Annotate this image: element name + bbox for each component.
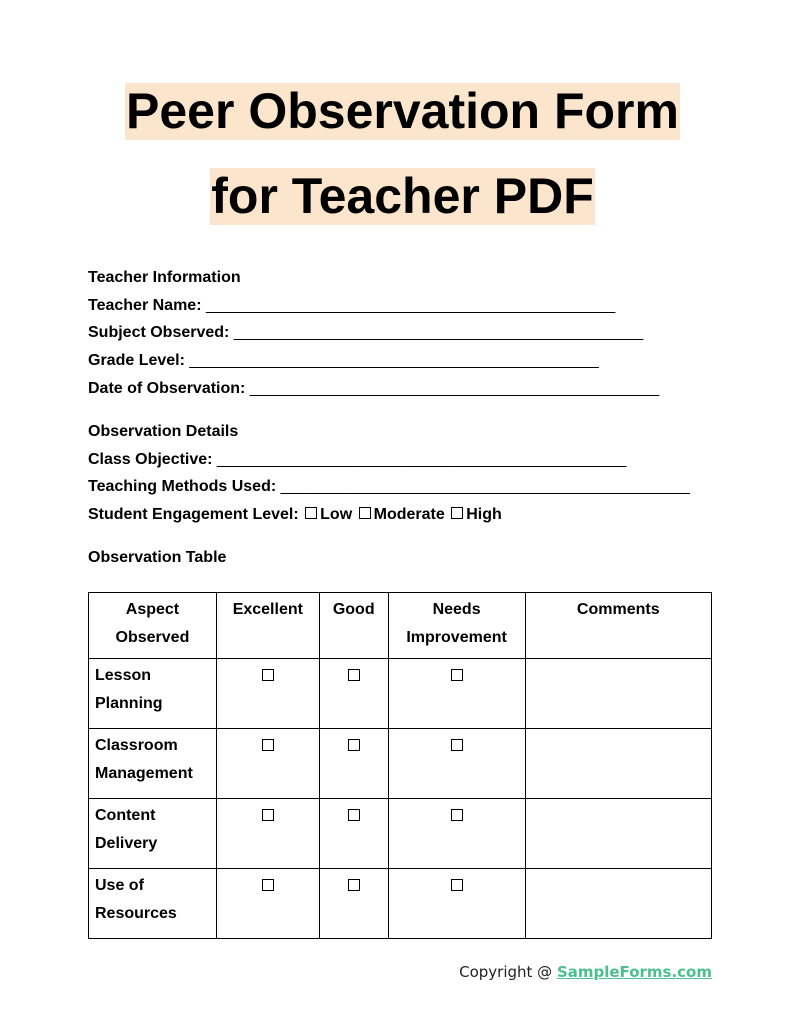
comments-cell[interactable] [525,869,711,939]
teacher-information-section [88,264,659,402]
title-line-1: Peer Observation Form [126,83,679,139]
table-row [89,869,712,939]
table-header-row [89,593,712,659]
sampleforms-link[interactable]: SampleForms.com [556,963,712,981]
checkbox-high[interactable] [451,507,463,519]
field-label: Teacher Name: [88,296,202,314]
needs-improvement-checkbox[interactable] [451,879,463,891]
comments-cell[interactable] [525,659,711,729]
column-header: Needs Improvement [388,593,525,659]
column-header: Comments [525,593,711,659]
observation-details-section [88,418,690,529]
field-label: Teaching Methods Used: [88,478,277,496]
field-label: Student Engagement Level: [88,506,299,524]
column-header: Aspect Observed [89,593,217,659]
needs-improvement-checkbox[interactable] [451,739,463,751]
subject-observed-row [88,319,659,347]
field-label: Date of Observation: [88,379,246,397]
good-checkbox[interactable] [348,879,360,891]
option-label-high: High [466,506,502,524]
field-label: Class Objective: [88,450,213,468]
aspect-cell: Lesson Planning [89,659,217,729]
engagement-level-row [88,501,690,529]
needs-improvement-checkbox[interactable] [451,669,463,681]
column-header: Excellent [216,593,319,659]
field-label: Subject Observed: [88,324,230,342]
date-of-observation-field[interactable]: ______________________________________________ [249,379,660,397]
table-row [89,659,712,729]
document-title [0,83,805,225]
table-row [89,799,712,869]
grade-level-field[interactable]: ______________________________________________ [189,352,599,370]
aspect-cell: Use of Resources [89,869,217,939]
comments-cell[interactable] [525,799,711,869]
column-header: Good [319,593,388,659]
teaching-methods-field[interactable]: ______________________________________________ [280,478,690,496]
excellent-checkbox[interactable] [262,879,274,891]
comments-cell[interactable] [525,729,711,799]
needs-improvement-checkbox[interactable] [451,809,463,821]
copyright-footer [459,963,712,981]
good-checkbox[interactable] [348,809,360,821]
checkbox-low[interactable] [305,507,317,519]
teaching-methods-row [88,473,690,501]
copyright-text: Copyright @ [459,963,557,981]
grade-level-row [88,347,659,375]
excellent-checkbox[interactable] [262,739,274,751]
class-objective-field[interactable]: ______________________________________________ [216,450,627,468]
teacher-name-field[interactable]: ______________________________________________ [205,296,616,314]
table-row [89,729,712,799]
excellent-checkbox[interactable] [262,669,274,681]
section-heading: Teacher Information [88,269,241,286]
title-line-2: for Teacher PDF [211,168,594,224]
checkbox-moderate[interactable] [359,507,371,519]
aspect-cell: Classroom Management [89,729,217,799]
field-label: Grade Level: [88,352,185,370]
observation-table [88,592,712,939]
option-label-moderate: Moderate [373,506,445,524]
good-checkbox[interactable] [348,739,360,751]
section-heading: Observation Table [88,549,227,566]
section-heading: Observation Details [88,423,239,440]
good-checkbox[interactable] [348,669,360,681]
excellent-checkbox[interactable] [262,809,274,821]
date-of-observation-row [88,375,659,403]
aspect-cell: Content Delivery [89,799,217,869]
option-label-low: Low [320,506,353,524]
class-objective-row [88,446,690,474]
observation-table-section [88,544,226,572]
subject-observed-field[interactable]: ______________________________________________ [233,324,644,342]
teacher-name-row [88,292,659,320]
